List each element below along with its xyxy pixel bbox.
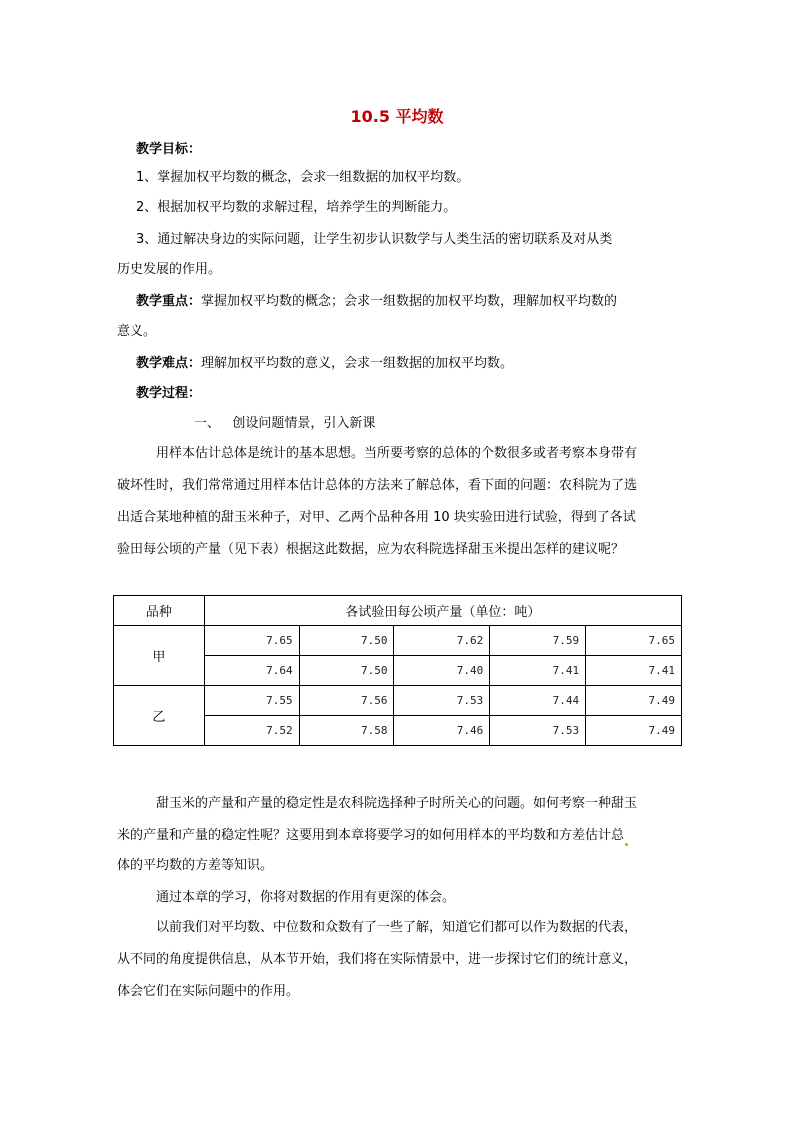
yield-cell: 7.56	[299, 686, 394, 716]
header-variety: 品种	[114, 596, 205, 626]
yield-cell: 7.65	[586, 626, 682, 656]
objective-item-3-cont: 历史发展的作用。	[117, 262, 222, 277]
trailing-dot-mark	[625, 843, 628, 846]
yield-cell: 7.46	[394, 716, 490, 746]
difficulty-label: 教学难点：	[136, 356, 202, 371]
table-header-row	[114, 596, 682, 626]
yield-cell: 7.55	[204, 686, 299, 716]
yield-cell: 7.59	[490, 626, 586, 656]
yield-cell: 7.52	[204, 716, 299, 746]
closing-p1-line-2-text: 米的产量和产量的稳定性呢？这要用到本章将要学习的如何用样本的平均数和方差估计总	[117, 828, 625, 843]
section-1-heading: 一、 创设问题情景，引入新课	[194, 416, 376, 431]
yield-cell: 7.49	[586, 716, 682, 746]
closing-p3-line-1: 以前我们对平均数、中位数和众数有了一些了解，知道它们都可以作为数据的代表，	[156, 920, 638, 935]
closing-p3-line-3: 体会它们在实际问题中的作用。	[117, 984, 300, 999]
objective-item-1: 1、掌握加权平均数的概念，会求一组数据的加权平均数。	[136, 170, 470, 185]
yield-cell: 7.53	[490, 716, 586, 746]
yield-cell: 7.44	[490, 686, 586, 716]
yield-table	[113, 595, 682, 746]
yield-cell: 7.50	[299, 626, 394, 656]
closing-p3-line-2: 从不同的角度提供信息，从本节开始，我们将在实际情景中，进一步探讨它们的统计意义，	[117, 952, 638, 967]
key-point-label: 教学重点：	[136, 294, 202, 309]
header-yield: 各试验田每公顷产量（单位：吨）	[204, 596, 681, 626]
yield-cell: 7.40	[394, 656, 490, 686]
key-point-text: 掌握加权平均数的概念；会求一组数据的加权平均数，理解加权平均数的	[201, 294, 618, 309]
objective-item-3: 3、通过解决身边的实际问题，让学生初步认识数学与人类生活的密切联系及对从类	[136, 232, 613, 247]
yield-cell: 7.62	[394, 626, 490, 656]
yield-cell: 7.50	[299, 656, 394, 686]
yield-cell: 7.49	[586, 686, 682, 716]
key-point-cont: 意义。	[117, 324, 157, 339]
variety-cell: 乙	[114, 686, 205, 746]
closing-p2: 通过本章的学习，你将对数据的作用有更深的体会。	[156, 890, 456, 905]
yield-cell: 7.41	[586, 656, 682, 686]
process-heading: 教学过程：	[136, 386, 202, 401]
key-point	[136, 292, 617, 312]
table-row	[114, 626, 682, 656]
closing-p1-line-2	[117, 826, 628, 846]
objective-item-2: 2、根据加权平均数的求解过程，培养学生的判断能力。	[136, 200, 457, 215]
intro-line-1: 用样本估计总体是统计的基本思想。当所要考察的总体的个数很多或者考察本身带有	[156, 446, 638, 461]
closing-p1-line-1: 甜玉米的产量和产量的稳定性是农科院选择种子时所关心的问题。如何考察一种甜玉	[156, 796, 638, 811]
intro-line-3: 出适合某地种植的甜玉米种子，对甲、乙两个品种各用 10 块实验田进行试验，得到了各试	[117, 510, 636, 525]
intro-line-4: 验田每公顷的产量（见下表）根据这此数据，应为农科院选择甜玉米提出怎样的建议呢？	[117, 542, 625, 557]
intro-line-2: 破坏性时，我们常常通过用样本估计总体的方法来了解总体，看下面的问题：农科院为了选	[117, 478, 638, 493]
yield-cell: 7.58	[299, 716, 394, 746]
page-title: 10.5 平均数	[350, 107, 444, 126]
yield-cell: 7.64	[204, 656, 299, 686]
yield-cell: 7.41	[490, 656, 586, 686]
yield-cell: 7.53	[394, 686, 490, 716]
objectives-heading: 教学目标：	[136, 142, 202, 157]
difficulty	[136, 354, 513, 374]
closing-p1-line-3: 体的平均数的方差等知识。	[117, 858, 274, 873]
difficulty-text: 理解加权平均数的意义，会求一组数据的加权平均数。	[201, 356, 514, 371]
yield-cell: 7.65	[204, 626, 299, 656]
table-row	[114, 686, 682, 716]
variety-cell: 甲	[114, 626, 205, 686]
